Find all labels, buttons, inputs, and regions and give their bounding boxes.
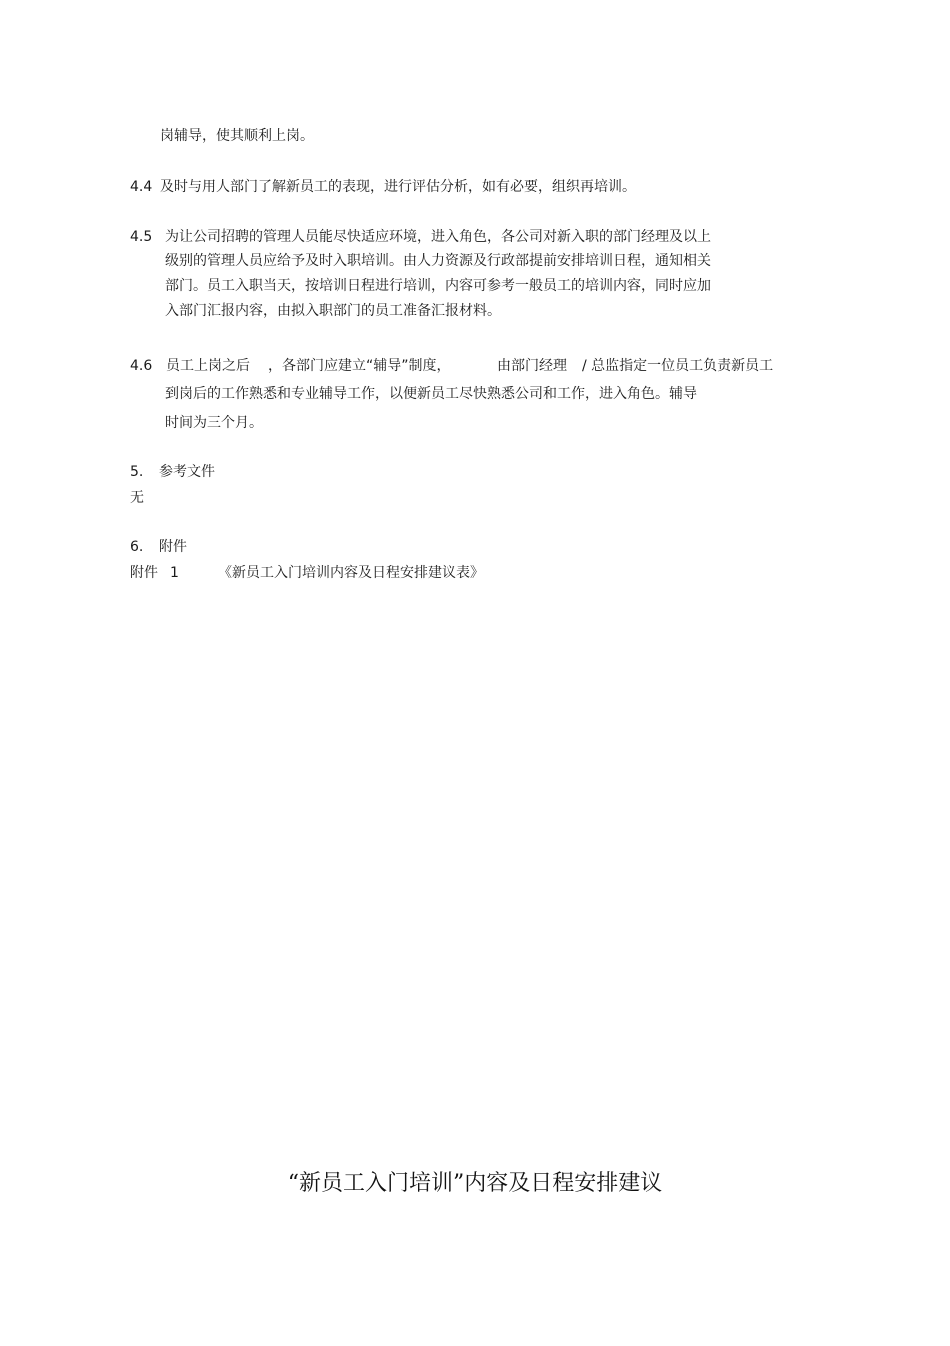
attachment-label: 附件 [130,565,158,581]
section-6-number: 6. [130,539,144,555]
clause-4-5-line-1: 为让公司招聘的管理人员能尽快适应环境，进入角色，各公司对新入职的部门经理及以上 [165,229,711,245]
section-5-body: 无 [130,490,144,506]
clause-4-4-number: 4.4 [130,179,153,195]
section-5-number: 5. [130,464,144,480]
attachment-page-title: “新员工入门培训”内容及日程安排建议 [287,1171,663,1196]
attachment-document-title: 《新员工入门培训内容及日程安排建议表》 [218,565,484,581]
clause-4-6-line-1c: 由部门经理 [497,358,567,374]
clause-4-5-number: 4.5 [130,229,153,245]
clause-4-6-line-1b: ，各部门应建立“辅导”制度， [268,358,451,374]
clause-4-6-number: 4.6 [130,358,153,374]
clause-4-6-line-3: 时间为三个月。 [165,415,263,431]
section-5-heading: 参考文件 [159,464,215,480]
clause-4-5-line-2: 级别的管理人员应给予及时入职培训。由人力资源及行政部提前安排培训日程，通知相关 [165,253,711,269]
clause-4-4-text: 及时与用人部门了解新员工的表现，进行评估分析，如有必要，组织再培训。 [160,179,636,195]
clause-4-6-line-1a: 员工上岗之后 [166,358,250,374]
clause-4-5-line-4: 入部门汇报内容，由拟入职部门的员工准备汇报材料。 [165,303,501,319]
clause-4-6-line-2: 到岗后的工作熟悉和专业辅导工作，以便新员工尽快熟悉公司和工作，进入角色。辅导 [165,386,697,402]
clause-4-5-line-3: 部门。员工入职当天，按培训日程进行培训，内容可参考一般员工的培训内容，同时应加 [165,278,711,294]
clause-4-6-line-1d: / 总监指定一位员工负责新员工 [582,358,774,374]
attachment-index: 1 [170,565,179,581]
clause-4-3-tail: 岗辅导，使其顺利上岗。 [160,128,314,144]
section-6-heading: 附件 [159,539,187,555]
